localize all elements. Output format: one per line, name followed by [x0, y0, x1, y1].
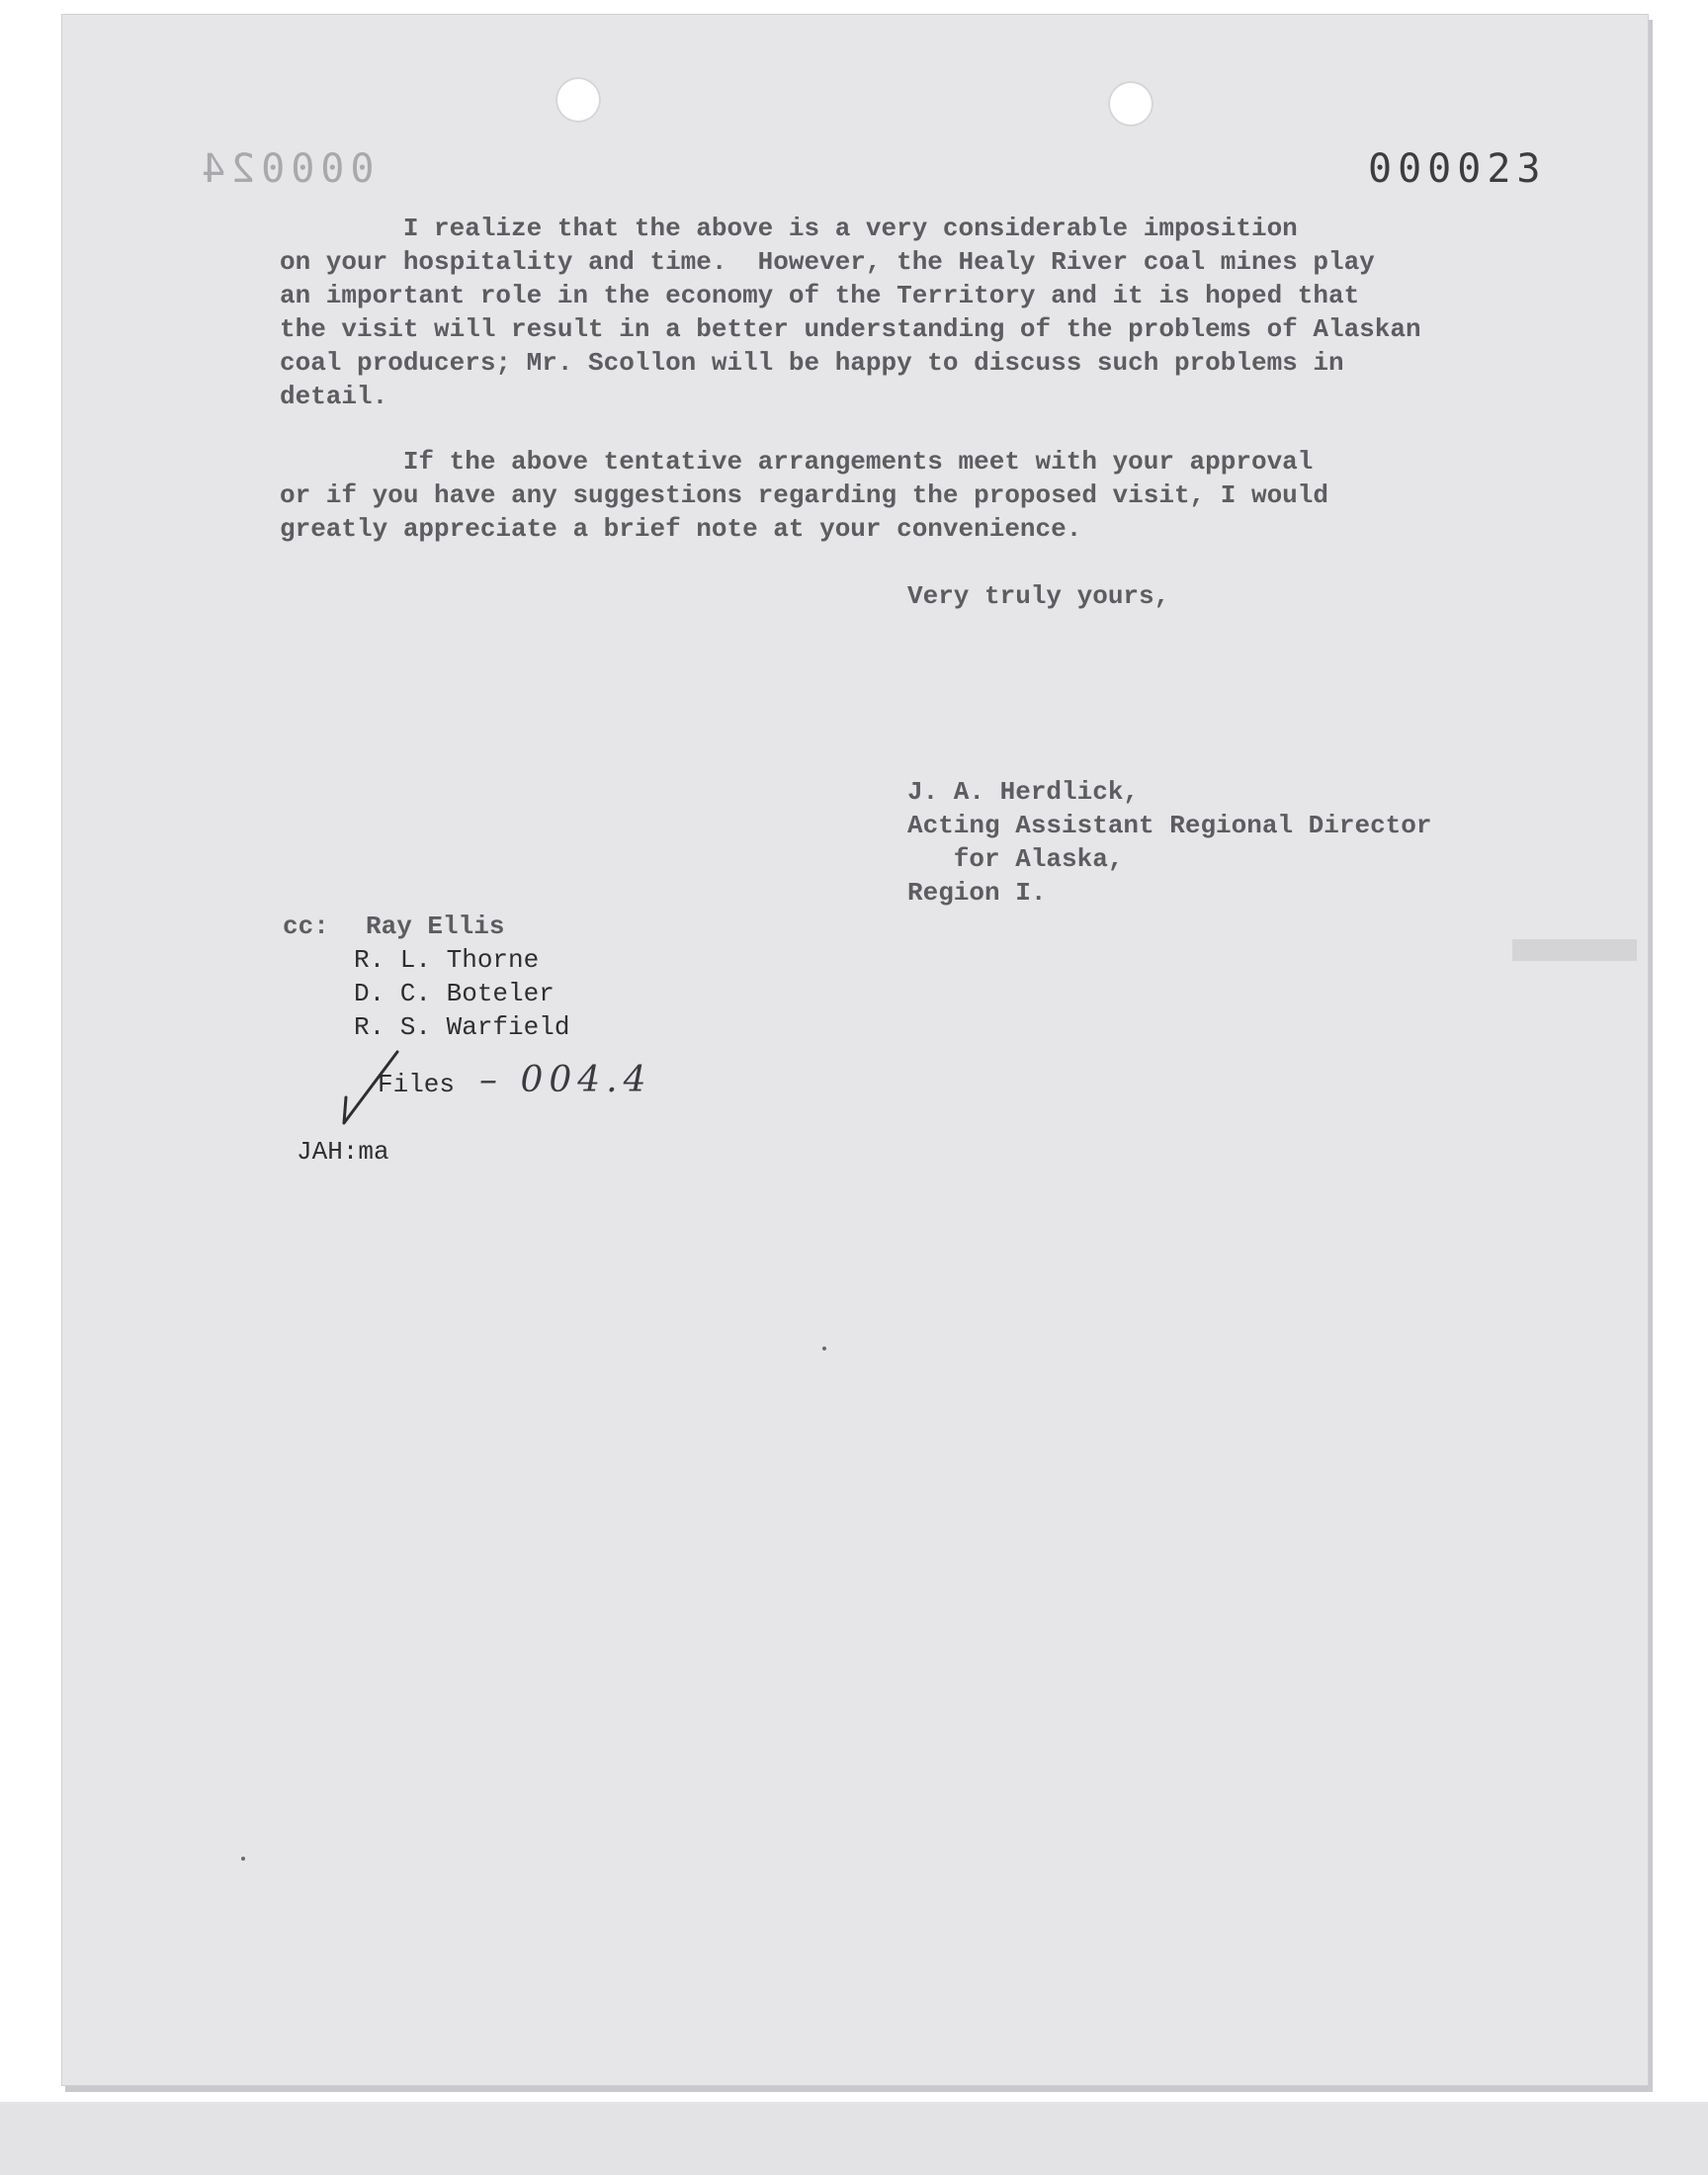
checkmark-icon: [336, 1048, 415, 1127]
scan-border: [0, 2102, 1708, 2175]
paragraph-1-line: on your hospitality and time. However, the Healy River coal mines play: [280, 247, 1375, 277]
signer-name: J. A. Herdlick,: [907, 777, 1140, 807]
signer-title: Acting Assistant Regional Director: [907, 811, 1432, 840]
paragraph-1-line: I realize that the above is a very considerable imposition: [280, 214, 1298, 243]
punch-hole-left: [555, 77, 601, 123]
cc-label: cc:: [283, 912, 329, 941]
scan-speck: [822, 1347, 826, 1350]
paragraph-2-line: greatly appreciate a brief note at your convenience.: [280, 514, 1082, 544]
scan-speck: [241, 1857, 245, 1861]
cc-recipient: D. C. Boteler: [354, 979, 555, 1008]
signer-region: Region I.: [907, 878, 1047, 908]
handwritten-file-number: – 004.4: [479, 1060, 652, 1100]
signer-title: for Alaska,: [907, 844, 1124, 874]
paragraph-1-line: an important role in the economy of the Territory and it is hoped that: [280, 281, 1360, 310]
paragraph-2-line: If the above tentative arrangements meet with your approval: [280, 447, 1314, 477]
paragraph-1-line: detail.: [280, 382, 388, 411]
closing: Very truly yours,: [907, 581, 1170, 611]
paragraph-2-line: or if you have any suggestions regarding the proposed visit, I would: [280, 480, 1328, 510]
scan-artifact: [1512, 939, 1637, 961]
cc-recipient: R. S. Warfield: [354, 1012, 570, 1042]
paragraph-1-line: coal producers; Mr. Scollon will be happy to discuss such problems in: [280, 348, 1344, 378]
punch-hole-right: [1108, 81, 1153, 127]
cc-recipient: R. L. Thorne: [354, 945, 540, 975]
page-number-stamp: 000023: [1368, 146, 1547, 192]
cc-recipient: Ray Ellis: [366, 912, 505, 941]
bleed-through-stamp: 000024: [196, 146, 375, 192]
files-label: Files: [378, 1070, 456, 1099]
typist-initials: JAH:ma: [297, 1137, 389, 1167]
paragraph-1-line: the visit will result in a better understanding of the problems of Alaskan: [280, 314, 1421, 344]
